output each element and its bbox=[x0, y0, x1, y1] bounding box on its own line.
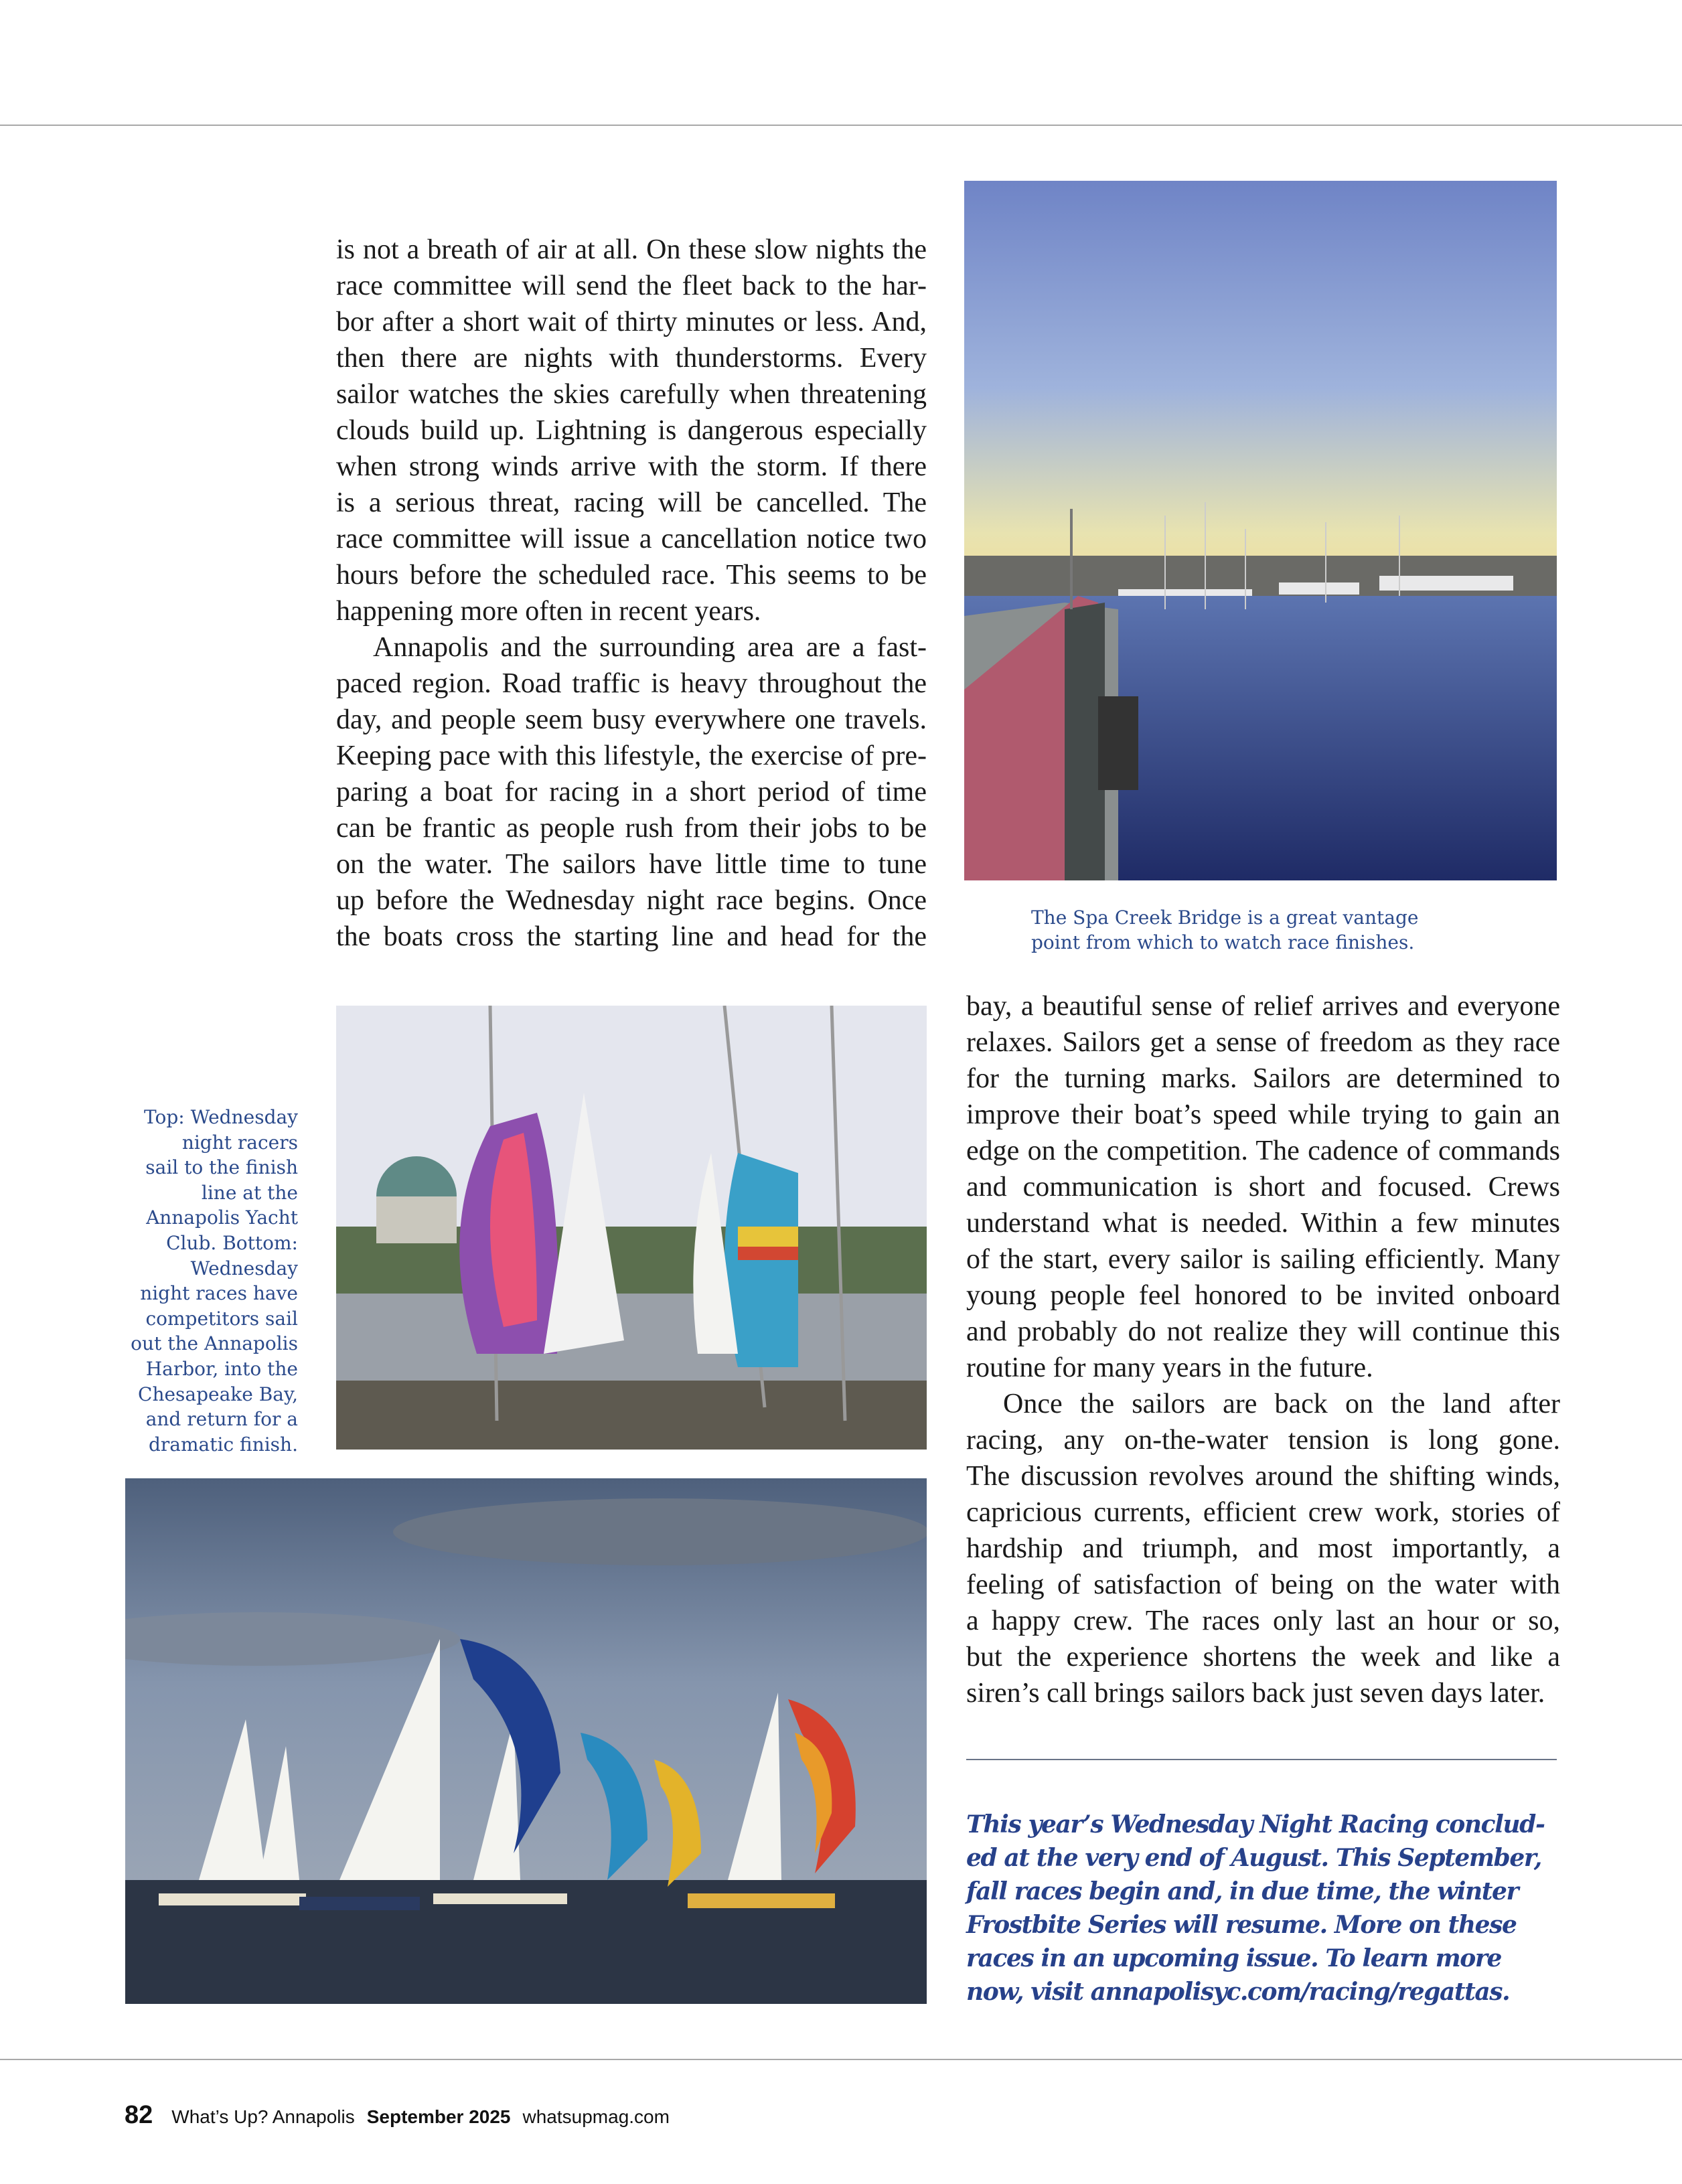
text-line: for the turning marks. Sailors are determined to bbox=[966, 1063, 1560, 1094]
text-line: and probably do not realize they will continue this bbox=[966, 1316, 1560, 1347]
caption-line: line at the bbox=[201, 1181, 298, 1204]
closing-note bbox=[966, 1808, 1569, 2009]
text-line: when strong winds arrive with the storm. If there bbox=[336, 451, 927, 482]
caption-line: Annapolis Yacht bbox=[146, 1206, 298, 1229]
text-line: is a serious threat, racing will be cancelled. The bbox=[336, 487, 927, 518]
page-footer bbox=[125, 2101, 670, 2130]
text-line: routine for many years in the future. bbox=[966, 1352, 1373, 1383]
text-line: up before the Wednesday night race begins. Once bbox=[336, 885, 927, 916]
text-line: feeling of satisfaction of being on the water with bbox=[966, 1569, 1560, 1600]
photo-spa-creek-bridge bbox=[964, 181, 1557, 880]
caption-line: competitors sail bbox=[145, 1307, 298, 1330]
text-line: capricious currents, efficient crew work, stories of bbox=[966, 1497, 1560, 1528]
section-divider bbox=[966, 1759, 1557, 1760]
caption-line: sail to the finish bbox=[145, 1156, 298, 1179]
photo-chesapeake-fleet bbox=[125, 1478, 927, 2004]
text-line: is not a breath of air at all. On these slow nights the bbox=[336, 234, 927, 265]
bottom-rule bbox=[0, 2059, 1682, 2060]
text-line: then there are nights with thunderstorms. Every bbox=[336, 343, 927, 374]
text-line: paced region. Road traffic is heavy throughout the bbox=[336, 668, 927, 699]
text-line: Annapolis and the surrounding area are a fast- bbox=[373, 632, 927, 663]
note-line: Frostbite Series will resume. More on these bbox=[966, 1911, 1517, 1939]
text-line: young people feel honored to be invited onboard bbox=[966, 1280, 1560, 1311]
text-line: bor after a short wait of thirty minutes or less. And, bbox=[336, 307, 927, 337]
note-line: This year’s Wednesday Night Racing conclud- bbox=[966, 1810, 1545, 1839]
caption-line: Club. Bottom: bbox=[166, 1231, 298, 1254]
text-line: happening more often in recent years. bbox=[336, 596, 761, 627]
note-line: races in an upcoming issue. To learn more bbox=[966, 1944, 1501, 1972]
text-line: understand what is needed. Within a few minutes bbox=[966, 1208, 1560, 1239]
text-line: siren’s call brings sailors back just seven days later. bbox=[966, 1678, 1545, 1709]
text-line: but the experience shortens the week and like a bbox=[966, 1642, 1560, 1672]
text-line: edge on the competition. The cadence of commands bbox=[966, 1136, 1560, 1166]
caption-bridge bbox=[1031, 905, 1500, 955]
text-line: the boats cross the starting line and head for the bbox=[336, 921, 927, 952]
text-line: Once the sailors are back on the land after bbox=[1003, 1389, 1560, 1419]
text-line: day, and people seem busy everywhere one travels. bbox=[336, 704, 927, 735]
text-line: can be frantic as people rush from their jobs to be bbox=[336, 813, 927, 844]
right-text-column bbox=[966, 988, 1560, 1711]
caption-line: dramatic finish. bbox=[148, 1433, 298, 1456]
caption-line: Harbor, into the bbox=[145, 1357, 298, 1380]
left-text-column bbox=[336, 232, 927, 955]
photo-yacht-club-finish bbox=[336, 1006, 927, 1450]
text-line: racing, any on-the-water tension is long gone. bbox=[966, 1425, 1560, 1456]
text-line: a happy crew. The races only last an hour or so, bbox=[966, 1606, 1560, 1636]
text-line: of the start, every sailor is sailing efficiently. Many bbox=[966, 1244, 1560, 1275]
text-line: race committee will send the fleet back to the har- bbox=[336, 270, 927, 301]
text-line: The discussion revolves around the shifting winds, bbox=[966, 1461, 1560, 1492]
text-line: on the water. The sailors have little time to tune bbox=[336, 849, 927, 880]
caption-racers bbox=[100, 1105, 298, 1457]
caption-line: Top: Wednesday bbox=[143, 1106, 298, 1128]
text-line: hardship and triumph, and most importantly, a bbox=[966, 1533, 1560, 1564]
caption-line: night races have bbox=[140, 1282, 298, 1305]
top-rule bbox=[0, 125, 1682, 126]
text-line: Keeping pace with this lifestyle, the exercise of pre- bbox=[336, 740, 927, 771]
caption-line: point from which to watch race finishes. bbox=[1031, 931, 1415, 953]
caption-line: and return for a bbox=[145, 1408, 298, 1431]
issue-date: September 2025 bbox=[366, 2106, 511, 2127]
note-line: fall races begin and, in due time, the winter bbox=[966, 1877, 1519, 1905]
note-line: ed at the very end of August. This September, bbox=[966, 1844, 1541, 1872]
text-line: hours before the scheduled race. This seems to be bbox=[336, 560, 927, 591]
note-line: now, visit annapolisyc.com/racing/regattas. bbox=[966, 1978, 1510, 2006]
caption-line: Chesapeake Bay, bbox=[138, 1383, 298, 1405]
caption-line: Wednesday bbox=[190, 1257, 298, 1279]
page-number: 82 bbox=[125, 2101, 153, 2129]
text-line: and communication is short and focused. Crews bbox=[966, 1172, 1560, 1202]
caption-line: out the Annapolis bbox=[131, 1332, 298, 1355]
text-line: improve their boat’s speed while trying to gain an bbox=[966, 1099, 1560, 1130]
text-line: race committee will issue a cancellation notice two bbox=[336, 524, 927, 554]
caption-line: The Spa Creek Bridge is a great vantage bbox=[1031, 907, 1419, 929]
text-line: bay, a beautiful sense of relief arrives and everyone bbox=[966, 991, 1560, 1022]
publication-name: What’s Up? Annapolis bbox=[171, 2106, 355, 2127]
text-line: paring a boat for racing in a short period of time bbox=[336, 777, 927, 807]
text-line: sailor watches the skies carefully when threatening bbox=[336, 379, 927, 410]
text-line: clouds build up. Lightning is dangerous especially bbox=[336, 415, 927, 446]
website: whatsupmag.com bbox=[522, 2106, 670, 2127]
caption-line: night racers bbox=[181, 1131, 298, 1154]
text-line: relaxes. Sailors get a sense of freedom as they race bbox=[966, 1027, 1560, 1058]
